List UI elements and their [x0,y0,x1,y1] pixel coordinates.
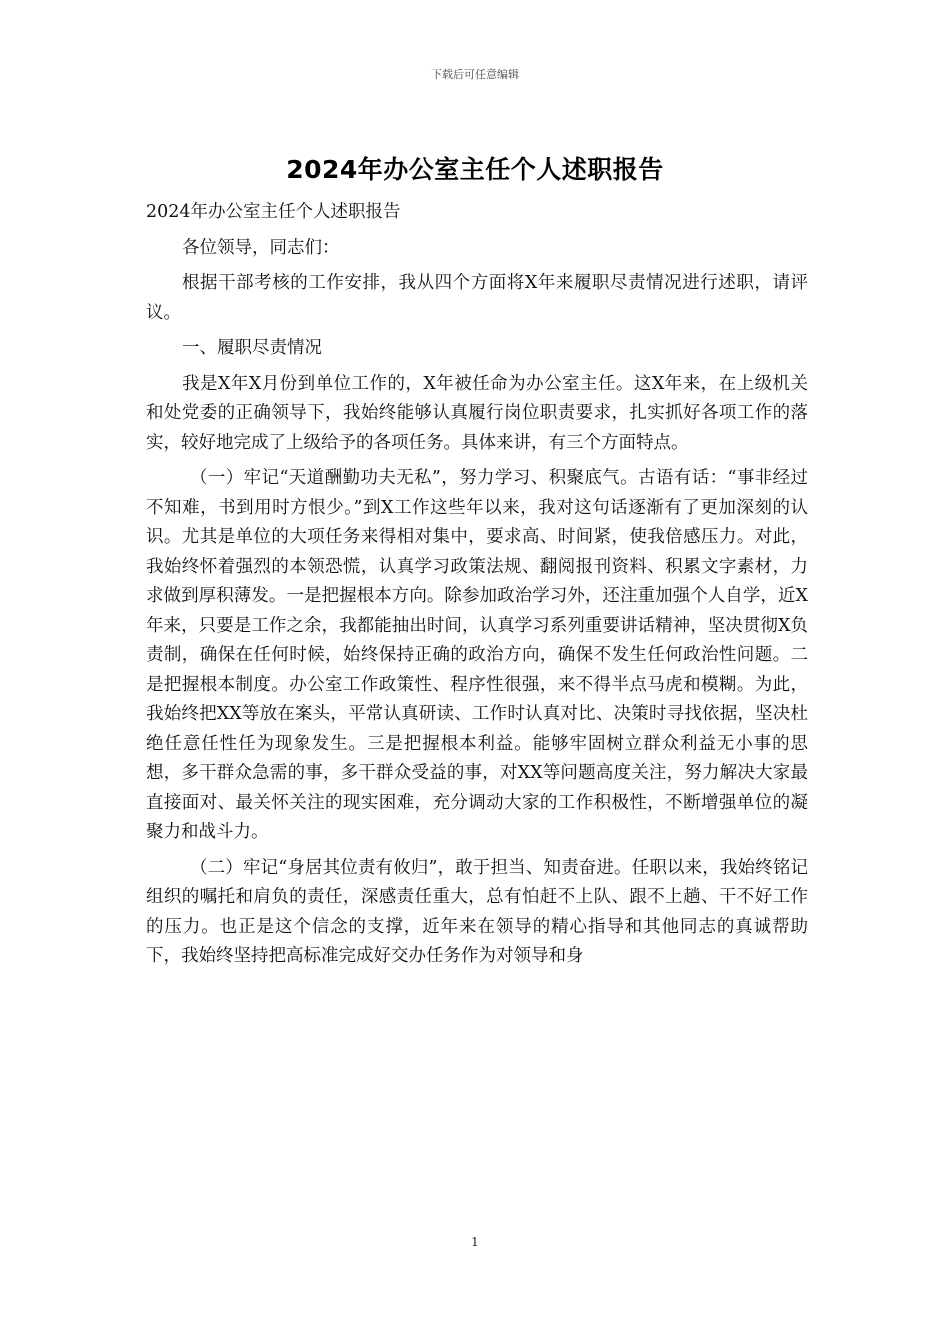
intro-paragraph: 根据干部考核的工作安排，我从四个方面将X年来履职尽责情况进行述职，请评议。 [146,273,808,323]
salutation-paragraph: 各位领导，同志们： [182,237,340,258]
document-body [146,198,808,978]
subtitle-paragraph: 2024年办公室主任个人述职报告 [146,202,401,222]
document-title: 2024年办公室主任个人述职报告 [286,155,664,184]
body-paragraph: （二）牢记“身居其位责有攸归”，敢于担当、知责奋进。任职以来，我始终铭记组织的嘱托和肩负的责任，深感责任重大，总有怕赶不上队、跟不上趟、干不好工作的压力。也正是这个信念的支撑，近年来在领导的精心指导和其他同志的真诚帮助下，我始终坚持把高标准完成好交办任务作为对领导和身 [146,857,808,966]
page-number: 1 [471,1235,479,1249]
header-note: 下载后可任意编辑 [431,68,519,81]
section-heading: 一、履职尽责情况 [182,338,322,358]
body-paragraph: 我是X年X月份到单位工作的，X年被任命为办公室主任。这X年来，在上级机关和处党委的正确领导下，我始终能够认真履行岗位职责要求，扎实抓好各项工作的落实，较好地完成了上级给予的各项任务。具体来讲，有三个方面特点。 [146,373,808,453]
body-paragraph: （一）牢记“天道酬勤功夫无私”，努力学习、积聚底气。古语有话：“事非经过不知难，书到用时方恨少。”到X工作这些年以来，我对这句话逐渐有了更加深刻的认识。尤其是单位的大项任务来得相对集中，要求高、时间紧，使我倍感压力。对此，我始终怀着强烈的本领恐慌，认真学习政策法规、翻阅报刊资料、积累文字素材，力求做到厚积薄发。一是把握根本方向。除参加政治学习外，还注重加强个人自学，近X年来，只要是工作之余，我都能抽出时间，认真学习系列重要讲话精神，坚决贯彻X负责制，确保在任何时候，始终保持正确的政治方向，确保不发生任何政治性问题。二是把握根本制度。办公室工作政策性、程序性很强，来不得半点马虎和模糊。为此，我始终把XX等放在案头，平常认真研读、工作时认真对比、决策时寻找依据，坚决杜绝任意任性任为现象发生。三是把握根本利益。能够牢固树立群众利益无小事的思想，多干群众急需的事，多干群众受益的事，对XX等问题高度关注，努力解决大家最直接面对、最关怀关注的现实困难，充分调动大家的工作积极性，不断增强单位的凝聚力和战斗力。 [146,468,808,842]
